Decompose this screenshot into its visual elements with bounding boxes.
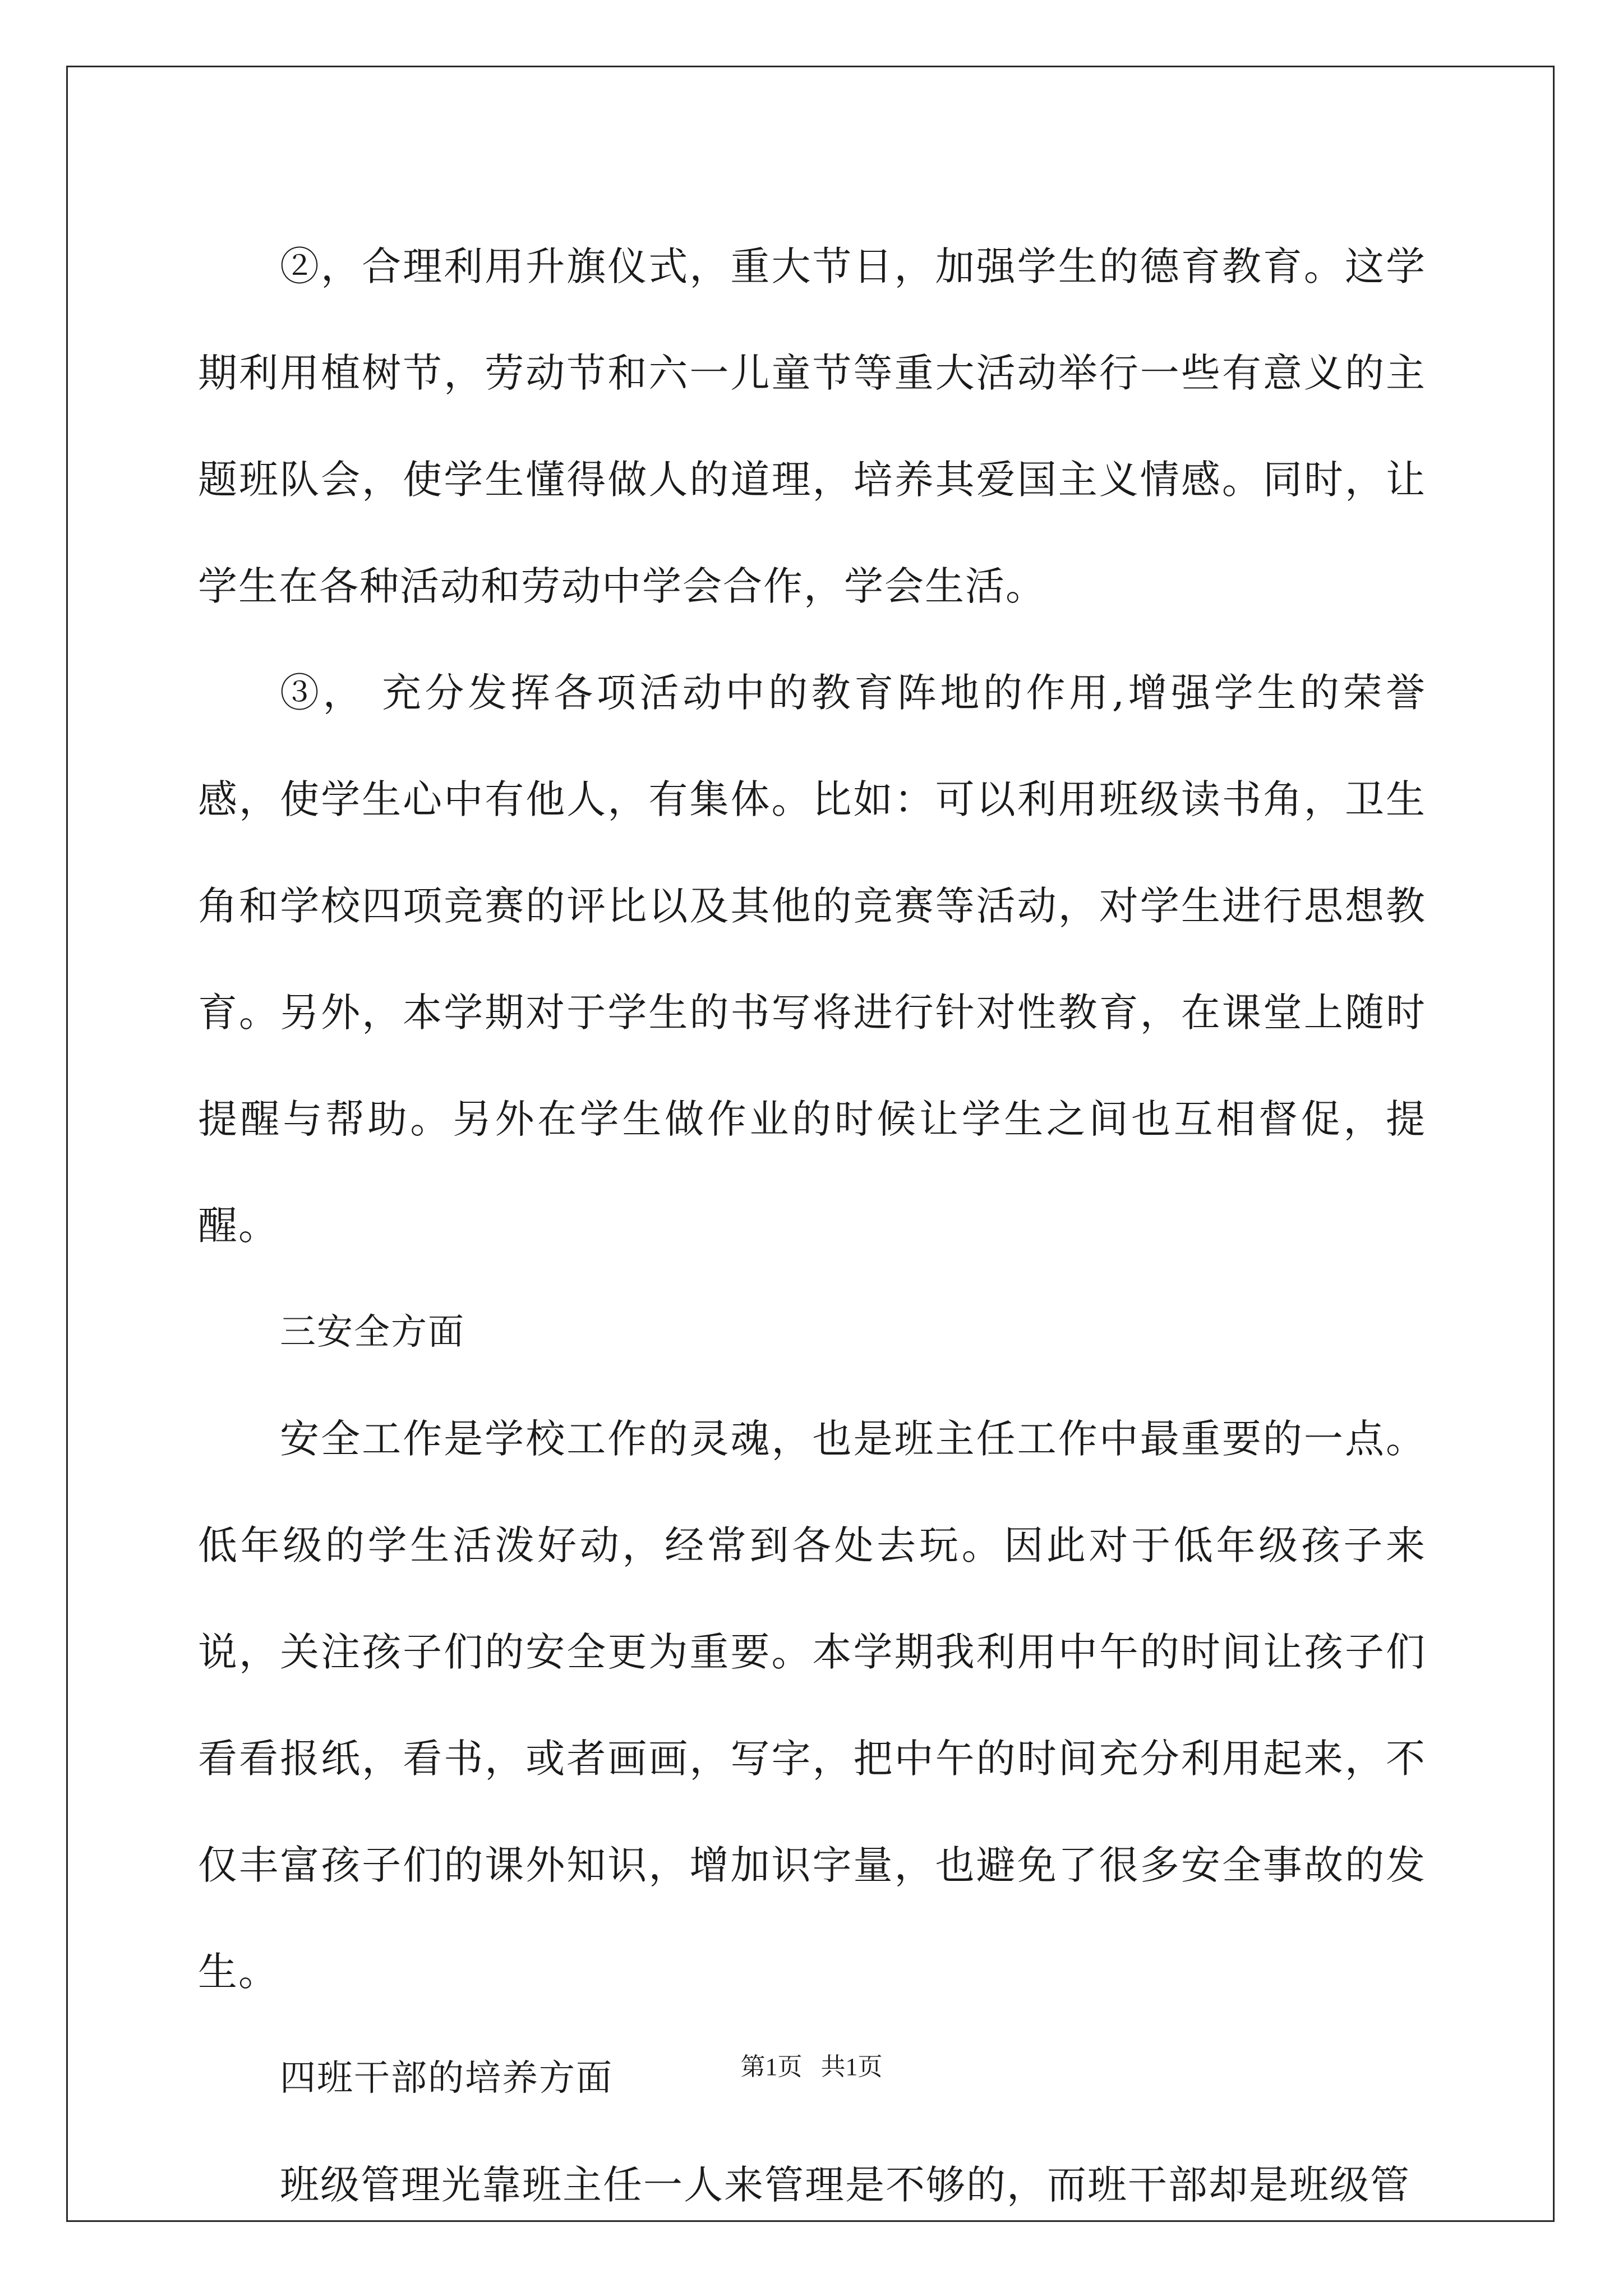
section-heading-safety: 三安全方面 xyxy=(280,1312,465,1353)
document-body xyxy=(198,213,1426,2238)
section-heading-class-cadres: 四班干部的培养方面 xyxy=(280,2058,613,2099)
paragraph-moral-education: ②，合理利用升旗仪式，重大节日，加强学生的德育教育。这学期利用植树节，劳动节和六一儿童节等重大活动举行一些有意义的主题班队会，使学生懂得做人的道理，培养其爱国主义情感。同时，让学生在各种活动和劳动中学会合作，学会生活。 xyxy=(198,243,1426,609)
page-number: 第1页 xyxy=(740,2053,803,2081)
paragraph-safety: 安全工作是学校工作的灵魂，也是班主任工作中最重要的一点。低年级的学生活泼好动，经常到各处去玩。因此对于低年级孩子来说，关注孩子们的安全更为重要。本学期我利用中午的时间让孩子们看看报纸，看书，或者画画，写字，把中午的时间充分利用起来，不仅丰富孩子们的课外知识，增加识字量，也避免了很多安全事故的发生。 xyxy=(198,1416,1426,1995)
paragraph-activities-education: ③， 充分发挥各项活动中的教育阵地的作用,增强学生的荣誉感，使学生心中有他人，有集体。比如：可以利用班级读书角，卫生角和学校四项竞赛的评比以及其他的竞赛等活动，对学生进行思想教育。另外，本学期对于学生的书写将进行针对性教育，在课堂上随时提醒与帮助。另外在学生做作业的时候让学生之间也互相督促，提醒。 xyxy=(198,670,1426,1249)
page-total: 共1页 xyxy=(820,2053,883,2081)
paragraph-class-cadres: 班级管理光靠班主任一人来管理是不够的，而班干部却是班级管 xyxy=(280,2162,1410,2208)
page-footer xyxy=(0,2046,1623,2082)
